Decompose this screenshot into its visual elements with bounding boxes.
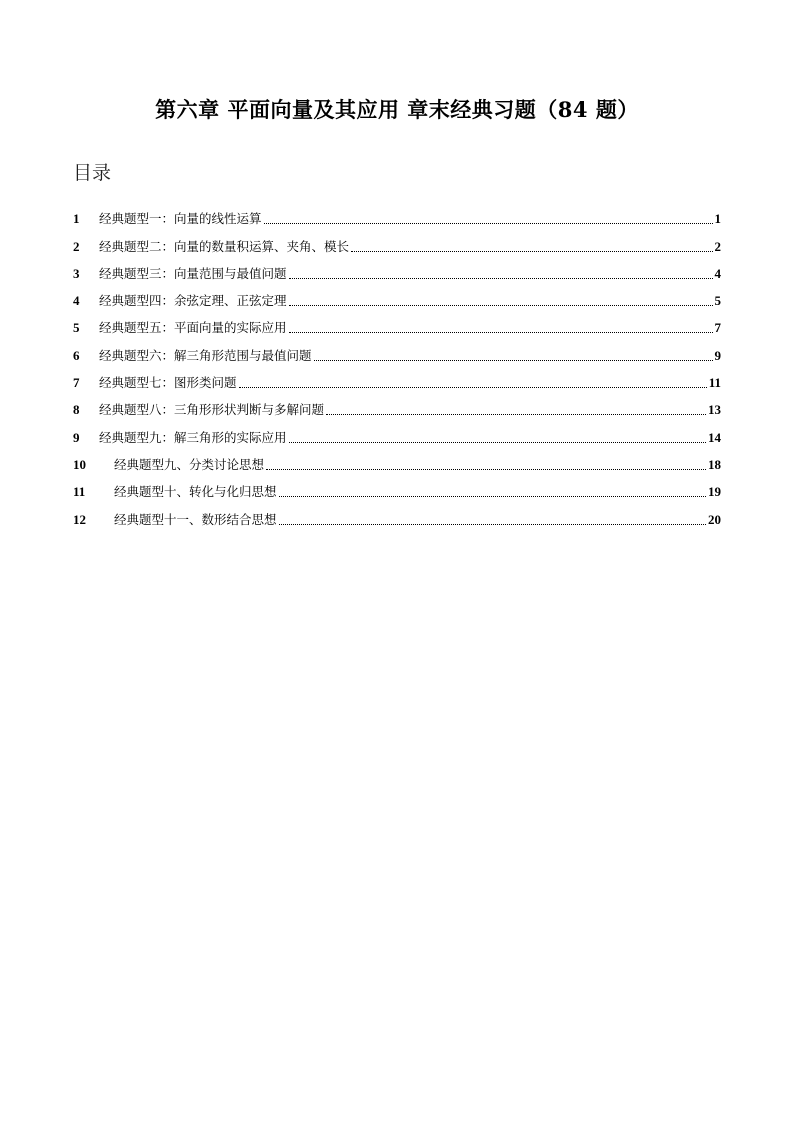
toc-leader-dots xyxy=(289,305,713,306)
toc-entry-page: 5 xyxy=(714,293,721,309)
toc-entry-number: 8 xyxy=(73,402,80,418)
toc-entry[interactable] xyxy=(73,446,721,473)
toc-entry-title: 经典题型一：向量的线性运算 xyxy=(99,211,262,227)
toc-entry[interactable] xyxy=(73,364,721,391)
document-title: 第六章 平面向量及其应用 章末经典习题（84 题） xyxy=(155,97,639,122)
toc-entry-page: 18 xyxy=(708,456,721,472)
toc-heading: 目录 xyxy=(73,162,112,184)
toc-entry[interactable] xyxy=(73,336,721,363)
toc-leader-dots xyxy=(289,442,706,443)
toc-entry-page: 9 xyxy=(714,347,721,363)
toc-entry-number: 7 xyxy=(73,375,80,391)
toc-entry[interactable] xyxy=(73,473,721,500)
toc-entry-title: 经典题型五：平面向量的实际应用 xyxy=(99,320,287,336)
toc-entry-title: 经典题型七：图形类问题 xyxy=(99,375,237,391)
toc-entry-title: 经典题型三：向量范围与最值问题 xyxy=(99,265,287,281)
toc-leader-dots xyxy=(314,360,713,361)
toc-entry-page: 2 xyxy=(714,238,721,254)
toc-entry-title: 经典题型九：解三角形的实际应用 xyxy=(99,429,287,445)
toc-entry-page: 13 xyxy=(708,402,721,418)
table-of-contents xyxy=(73,200,721,528)
toc-leader-dots xyxy=(239,387,707,388)
toc-leader-dots xyxy=(264,223,713,224)
toc-entry[interactable] xyxy=(73,200,721,227)
toc-entry-title: 经典题型十、转化与化归思想 xyxy=(114,484,277,500)
toc-entry-number: 9 xyxy=(73,429,80,445)
toc-entry[interactable] xyxy=(73,418,721,445)
toc-leader-dots xyxy=(266,469,706,470)
toc-entry-title: 经典题型八：三角形形状判断与多解问题 xyxy=(99,402,325,418)
toc-entry[interactable] xyxy=(73,391,721,418)
toc-leader-dots xyxy=(279,524,706,525)
toc-entry-title: 经典题型九、分类讨论思想 xyxy=(114,456,265,472)
toc-entry-page: 1 xyxy=(714,211,721,227)
toc-entry-number: 12 xyxy=(73,511,86,527)
toc-entry-title: 经典题型二：向量的数量积运算、夹角、模长 xyxy=(99,238,350,254)
toc-leader-dots xyxy=(279,496,706,497)
toc-entry-number: 5 xyxy=(73,320,80,336)
toc-entry-number: 2 xyxy=(73,238,80,254)
toc-entry-title: 经典题型十一、数形结合思想 xyxy=(114,511,277,527)
toc-entry-number: 11 xyxy=(73,484,86,500)
toc-entry[interactable] xyxy=(73,227,721,254)
toc-entry[interactable] xyxy=(73,255,721,282)
toc-entry-page: 19 xyxy=(708,484,721,500)
toc-leader-dots xyxy=(326,414,706,415)
toc-entry-number: 4 xyxy=(73,293,80,309)
toc-entry-page: 11 xyxy=(708,375,721,391)
toc-entry-number: 1 xyxy=(73,211,80,227)
toc-leader-dots xyxy=(351,251,712,252)
toc-entry-title: 经典题型四：余弦定理、正弦定理 xyxy=(99,293,287,309)
toc-entry-number: 3 xyxy=(73,265,80,281)
toc-entry[interactable] xyxy=(73,500,721,527)
toc-entry-page: 4 xyxy=(714,265,721,281)
toc-entry-page: 7 xyxy=(714,320,721,336)
toc-entry-page: 20 xyxy=(708,511,721,527)
toc-entry[interactable] xyxy=(73,282,721,309)
toc-entry-number: 6 xyxy=(73,347,80,363)
toc-leader-dots xyxy=(289,332,713,333)
toc-entry[interactable] xyxy=(73,309,721,336)
toc-entry-page: 14 xyxy=(708,429,721,445)
toc-leader-dots xyxy=(289,278,713,279)
toc-entry-number: 10 xyxy=(73,456,86,472)
toc-entry-title: 经典题型六：解三角形范围与最值问题 xyxy=(99,347,312,363)
